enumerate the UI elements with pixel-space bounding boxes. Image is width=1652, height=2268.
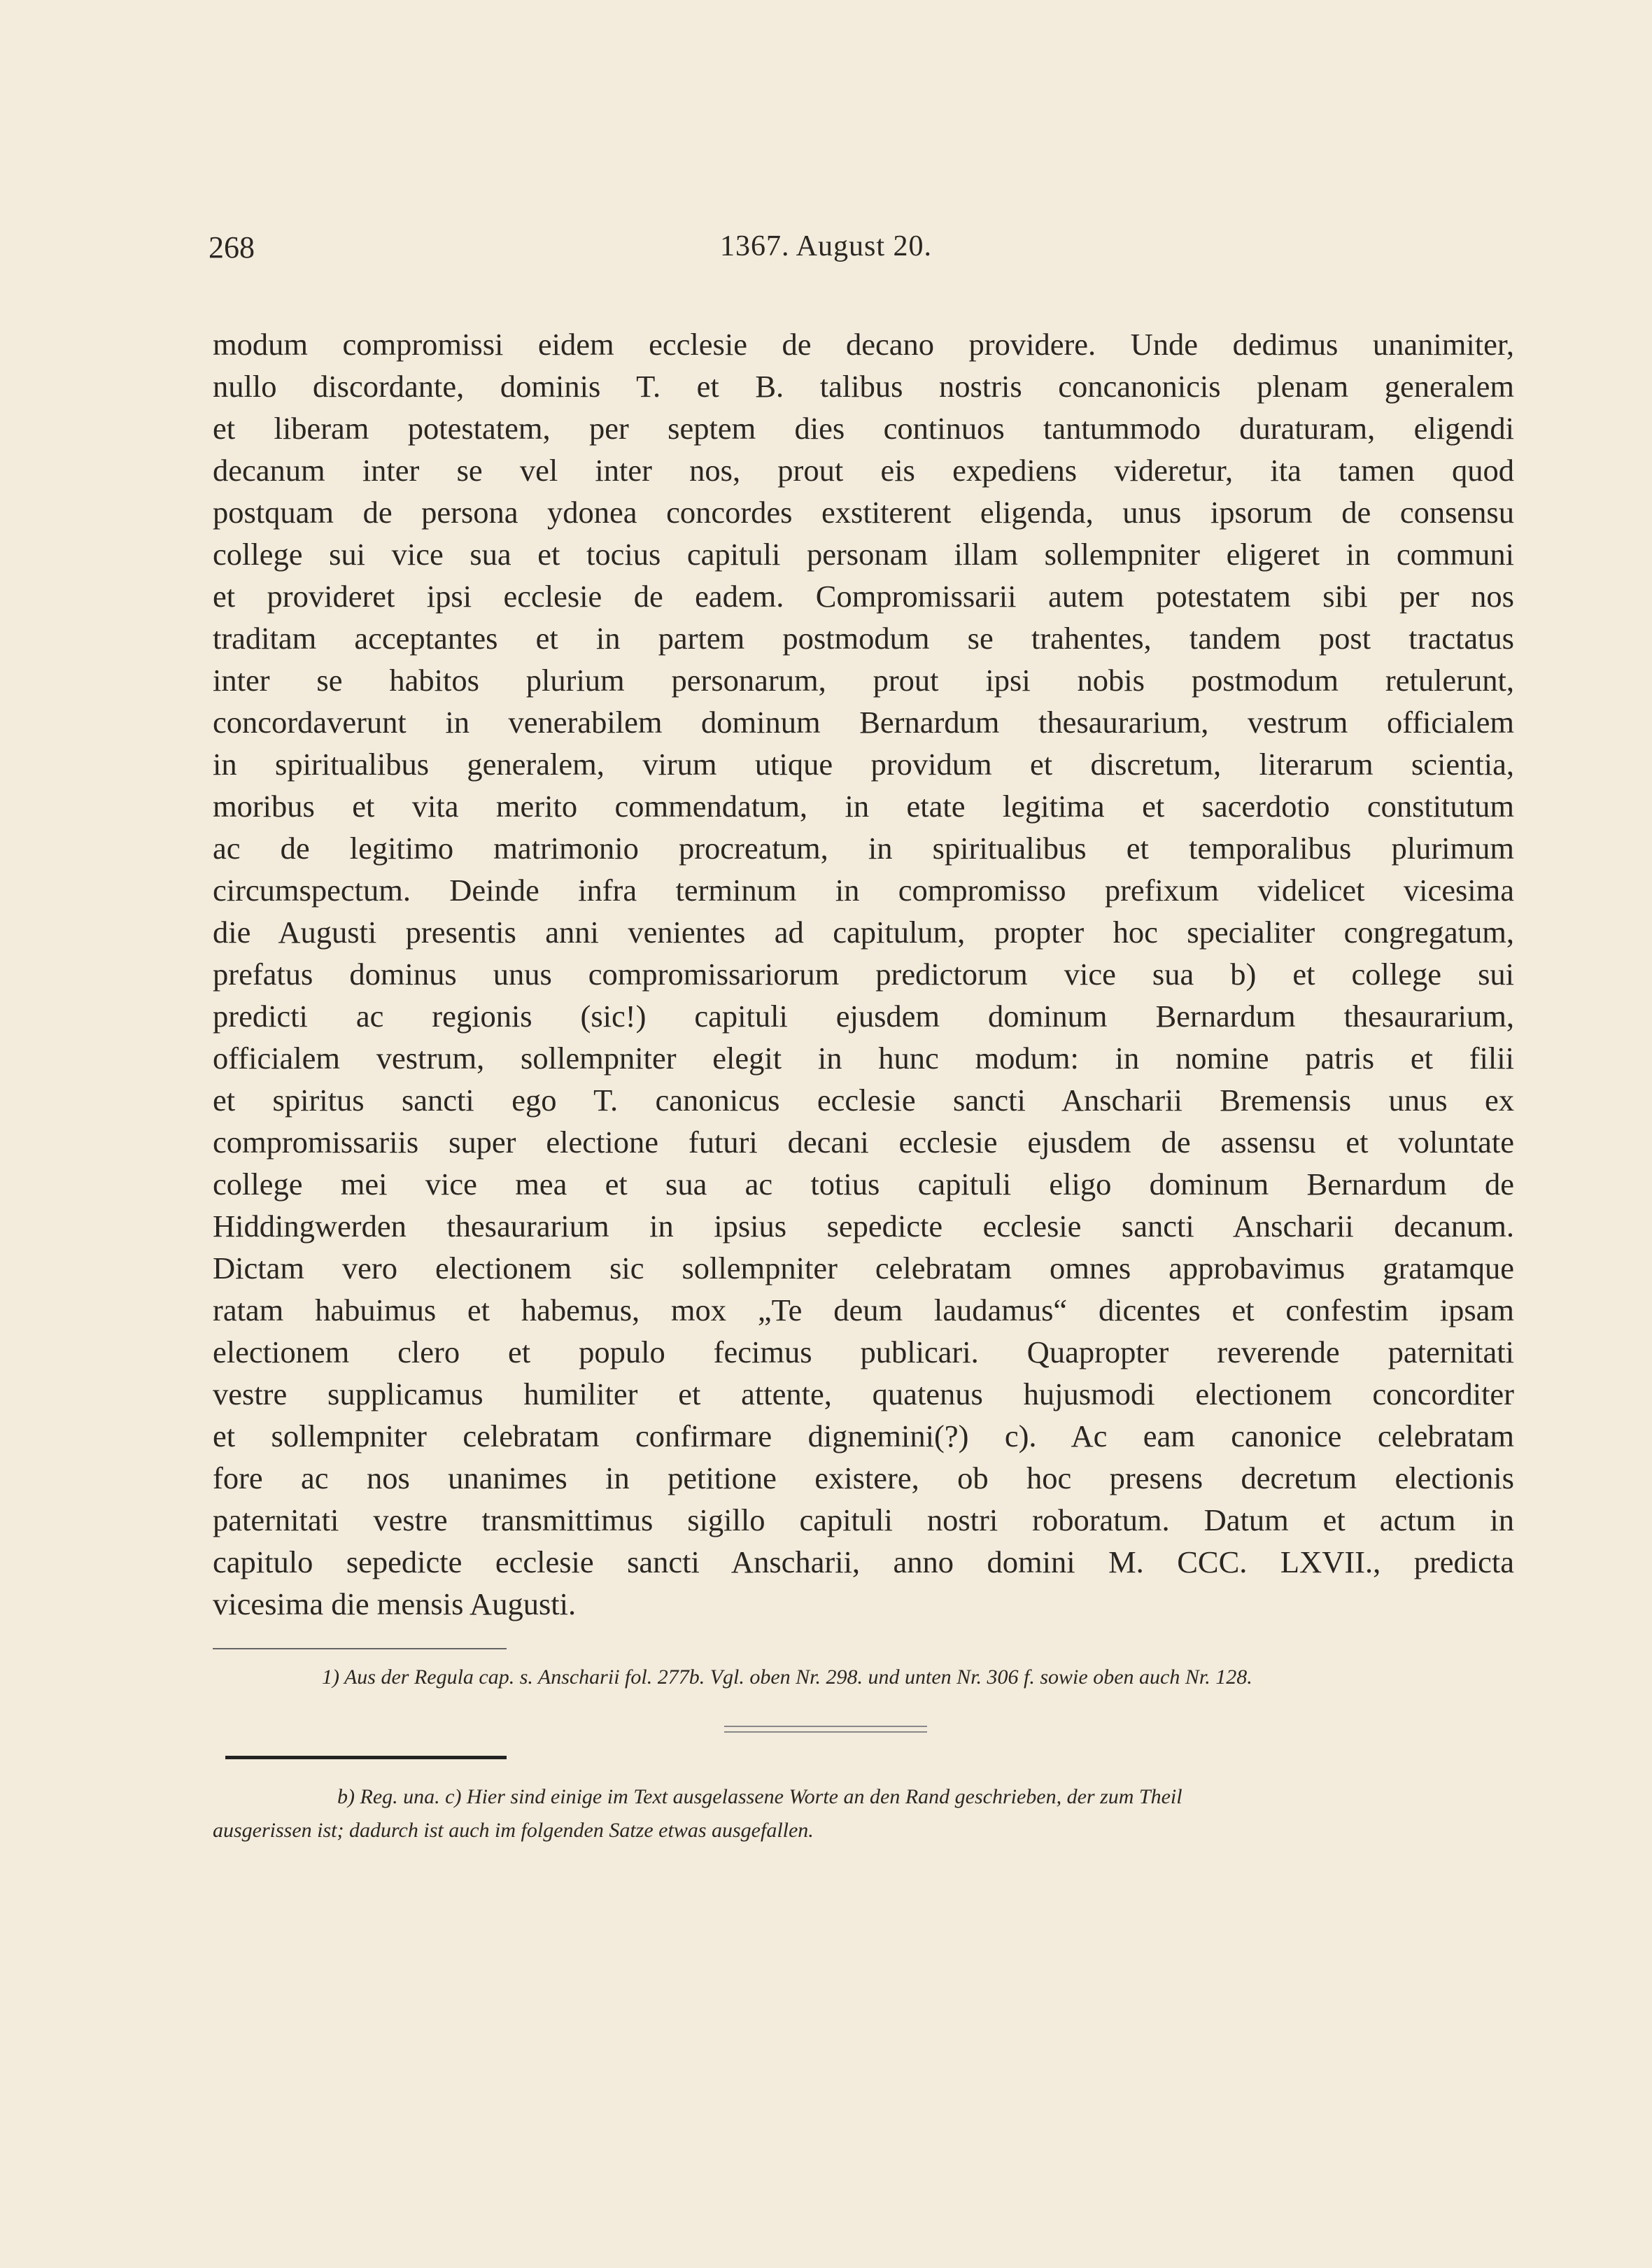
body-line: concordaverunt in venerabilem dominum Bernardum thesaurarium, vestrum officialem [213,705,1514,740]
notes-separator [225,1756,507,1759]
body-line: college sui vice sua et tocius capituli personam illam sollempniter eligeret in communi [213,537,1514,572]
body-line: fore ac nos unanimes in petitione existere, ob hoc presens decretum electionis [213,1460,1514,1495]
note-line: ausgerissen ist; dadurch ist auch im folgenden Satze etwas ausgefallen. [213,1819,814,1842]
body-line: circumspectum. Deinde infra terminum in compromisso prefixum videlicet vicesima [213,873,1514,908]
body-line: in spiritualibus generalem, virum utique providum et discretum, literarum scientia, [213,747,1514,782]
body-line: traditam acceptantes et in partem postmodum se trahentes, tandem post tractatus [213,621,1514,656]
running-header-date: 1367. August 20. [719,230,933,262]
source-footnote: 1) Aus der Regula cap. s. Anscharii fol. 277b. Vgl. oben Nr. 298. und unten Nr. 306 f. sowie oben auch Nr. 128. [322,1665,1252,1689]
body-line: vicesima die mensis Augusti. [213,1586,577,1621]
body-line: vestre supplicamus humiliter et attente, quatenus hujusmodi electionem concorditer [213,1376,1514,1411]
body-line: et liberam potestatem, per septem dies continuos tantummodo duraturam, eligendi [213,411,1514,446]
document-body [213,323,1514,1625]
body-line: decanum inter se vel inter nos, prout eis expediens videretur, ita tamen quod [213,453,1514,488]
body-line: prefatus dominus unus compromissariorum predictorum vice sua b) et college sui [213,957,1514,992]
body-line: Dictam vero electionem sic sollempniter celebratam omnes approbavimus gratamque [213,1251,1514,1286]
body-line: ac de legitimo matrimonio procreatum, in spiritualibus et temporalibus plurimum [213,831,1514,866]
body-line: compromissariis super electione futuri decani ecclesie ejusdem de assensu et voluntate [213,1125,1514,1160]
double-rule-divider [724,1731,927,1733]
body-line: et spiritus sancti ego T. canonicus ecclesie sancti Anscharii Bremensis unus ex [213,1083,1514,1118]
textual-notes [213,1780,1514,1847]
double-rule-divider [724,1726,927,1727]
body-line: Hiddingwerden thesaurarium in ipsius sepedicte ecclesie sancti Anscharii decanum. [213,1209,1514,1244]
body-line: officialem vestrum, sollempniter elegit in hunc modum: in nomine patris et filii [213,1041,1514,1076]
body-line: nullo discordante, dominis T. et B. talibus nostris concanonicis plenam generalem [213,369,1514,404]
body-line: moribus et vita merito commendatum, in etate legitima et sacerdotio constitutum [213,789,1514,824]
body-line: et sollempniter celebratam confirmare dignemini(?) c). Ac eam canonice celebratam [213,1418,1514,1453]
body-line: college mei vice mea et sua ac totius capituli eligo dominum Bernardum de [213,1167,1514,1202]
footnote-separator [213,1648,507,1649]
body-line: et provideret ipsi ecclesie de eadem. Compromissarii autem potestatem sibi per nos [213,579,1514,614]
body-line: inter se habitos plurium personarum, prout ipsi nobis postmodum retulerunt, [213,663,1514,698]
body-line: electionem clero et populo fecimus publicari. Quapropter reverende paternitati [213,1334,1514,1369]
note-line: b) Reg. una. c) Hier sind einige im Text ausgelassene Worte an den Rand geschrieben, der zum Theil [337,1785,1182,1808]
page-number: 268 [209,230,255,265]
body-line: die Augusti presentis anni venientes ad capitulum, propter hoc specialiter congregatum, [213,915,1514,950]
body-line: modum compromissi eidem ecclesie de decano providere. Unde dedimus unanimiter, [213,327,1514,362]
body-line: paternitati vestre transmittimus sigillo capituli nostri roboratum. Datum et actum in [213,1502,1514,1537]
body-line: postquam de persona ydonea concordes exstiterent eligenda, unus ipsorum de consensu [213,495,1514,530]
body-line: ratam habuimus et habemus, mox „Te deum laudamus“ dicentes et confestim ipsam [213,1293,1514,1327]
body-line: predicti ac regionis (sic!) capituli ejusdem dominum Bernardum thesaurarium, [213,999,1514,1034]
body-line: capitulo sepedicte ecclesie sancti Anscharii, anno domini M. CCC. LXVII., predicta [213,1544,1514,1579]
